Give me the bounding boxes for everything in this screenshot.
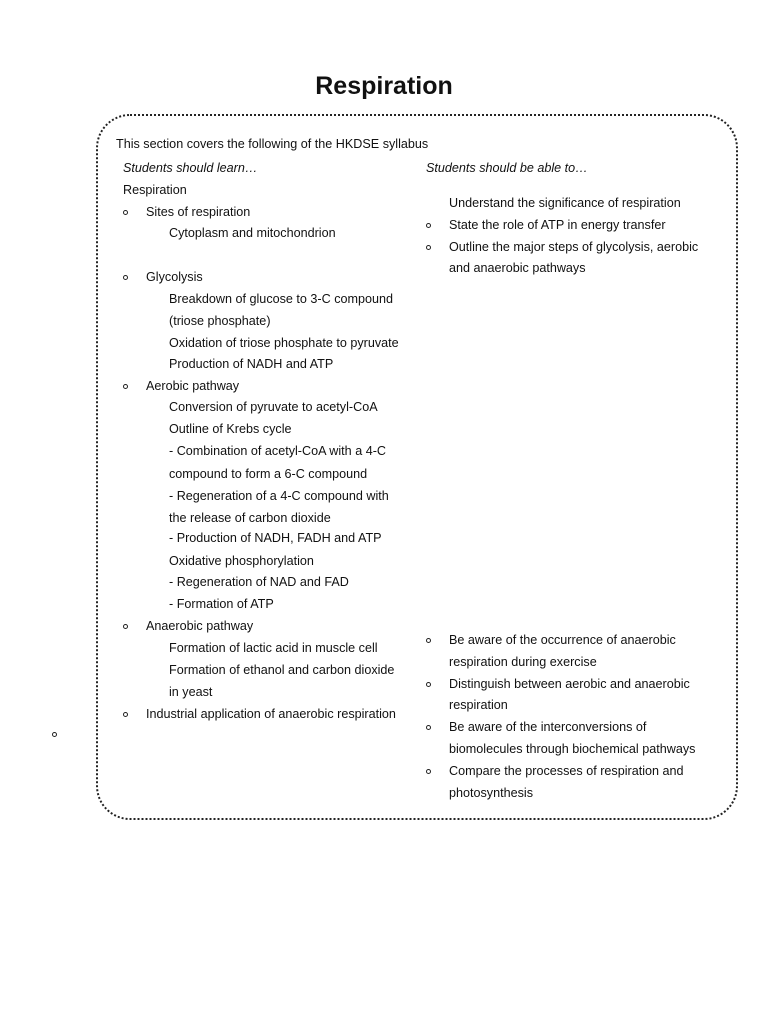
list-item: Oxidation of triose phosphate to pyruvate [169, 336, 399, 350]
list-item: Sites of respiration [146, 205, 251, 219]
list-item: - Regeneration of a 4-C compound with [169, 489, 389, 503]
list-item: Oxidative phosphorylation [169, 554, 314, 568]
bullet-icon [123, 384, 128, 389]
bullet-icon [123, 624, 128, 629]
list-item: biomolecules through biochemical pathways [449, 742, 696, 756]
list-item: Conversion of pyruvate to acetyl-CoA [169, 400, 378, 414]
list-item: Aerobic pathway [146, 379, 240, 393]
bullet-icon [426, 682, 431, 687]
list-item: Industrial application of anaerobic respiration [146, 707, 396, 721]
list-item: Formation of ethanol and carbon dioxide [169, 663, 395, 677]
bullet-icon [123, 210, 128, 215]
list-item: Understand the significance of respiration [449, 196, 681, 210]
list-item: Distinguish between aerobic and anaerobic [449, 677, 690, 691]
list-item: Breakdown of glucose to 3-C compound [169, 292, 394, 306]
list-item: Production of NADH and ATP [169, 357, 334, 371]
list-item: Compare the processes of respiration and [449, 764, 684, 778]
list-item: Be aware of the occurrence of anaerobic [449, 633, 676, 647]
list-item: Outline the major steps of glycolysis, aerobic [449, 240, 699, 254]
list-item: - Combination of acetyl-CoA with a 4-C [169, 444, 386, 458]
bullet-icon [426, 638, 431, 643]
list-item: Anaerobic pathway [146, 619, 254, 633]
list-item: respiration [449, 698, 508, 712]
list-item: compound to form a 6-C compound [169, 467, 368, 481]
list-item: - Production of NADH, FADH and ATP [169, 531, 382, 545]
bullet-icon [426, 769, 431, 774]
left-column-header: Students should learn… [123, 161, 258, 175]
right-column-header: Students should be able to… [426, 161, 588, 175]
bullet-icon [123, 275, 128, 280]
list-item: Cytoplasm and mitochondrion [169, 226, 336, 240]
list-item: and anaerobic pathways [449, 261, 586, 275]
intro-text: This section covers the following of the HKDSE syllabus [116, 137, 429, 151]
bullet-icon [123, 712, 128, 717]
list-item: respiration during exercise [449, 655, 597, 669]
bullet-icon [426, 245, 431, 250]
list-item: the release of carbon dioxide [169, 511, 331, 525]
page-title: Respiration [315, 72, 453, 100]
list-item: (triose phosphate) [169, 314, 271, 328]
bullet-icon [426, 725, 431, 730]
left-heading: Respiration [123, 183, 187, 197]
list-item: - Formation of ATP [169, 597, 274, 611]
list-item: in yeast [169, 685, 213, 699]
list-item: State the role of ATP in energy transfer [449, 218, 666, 232]
bullet-icon [426, 223, 431, 228]
list-item: Be aware of the interconversions of [449, 720, 647, 734]
list-item: photosynthesis [449, 786, 534, 800]
list-item: Formation of lactic acid in muscle cell [169, 641, 378, 655]
list-item: - Regeneration of NAD and FAD [169, 575, 349, 589]
list-item: Glycolysis [146, 270, 203, 284]
list-item: Outline of Krebs cycle [169, 422, 292, 436]
stray-bullet-icon [52, 732, 57, 737]
